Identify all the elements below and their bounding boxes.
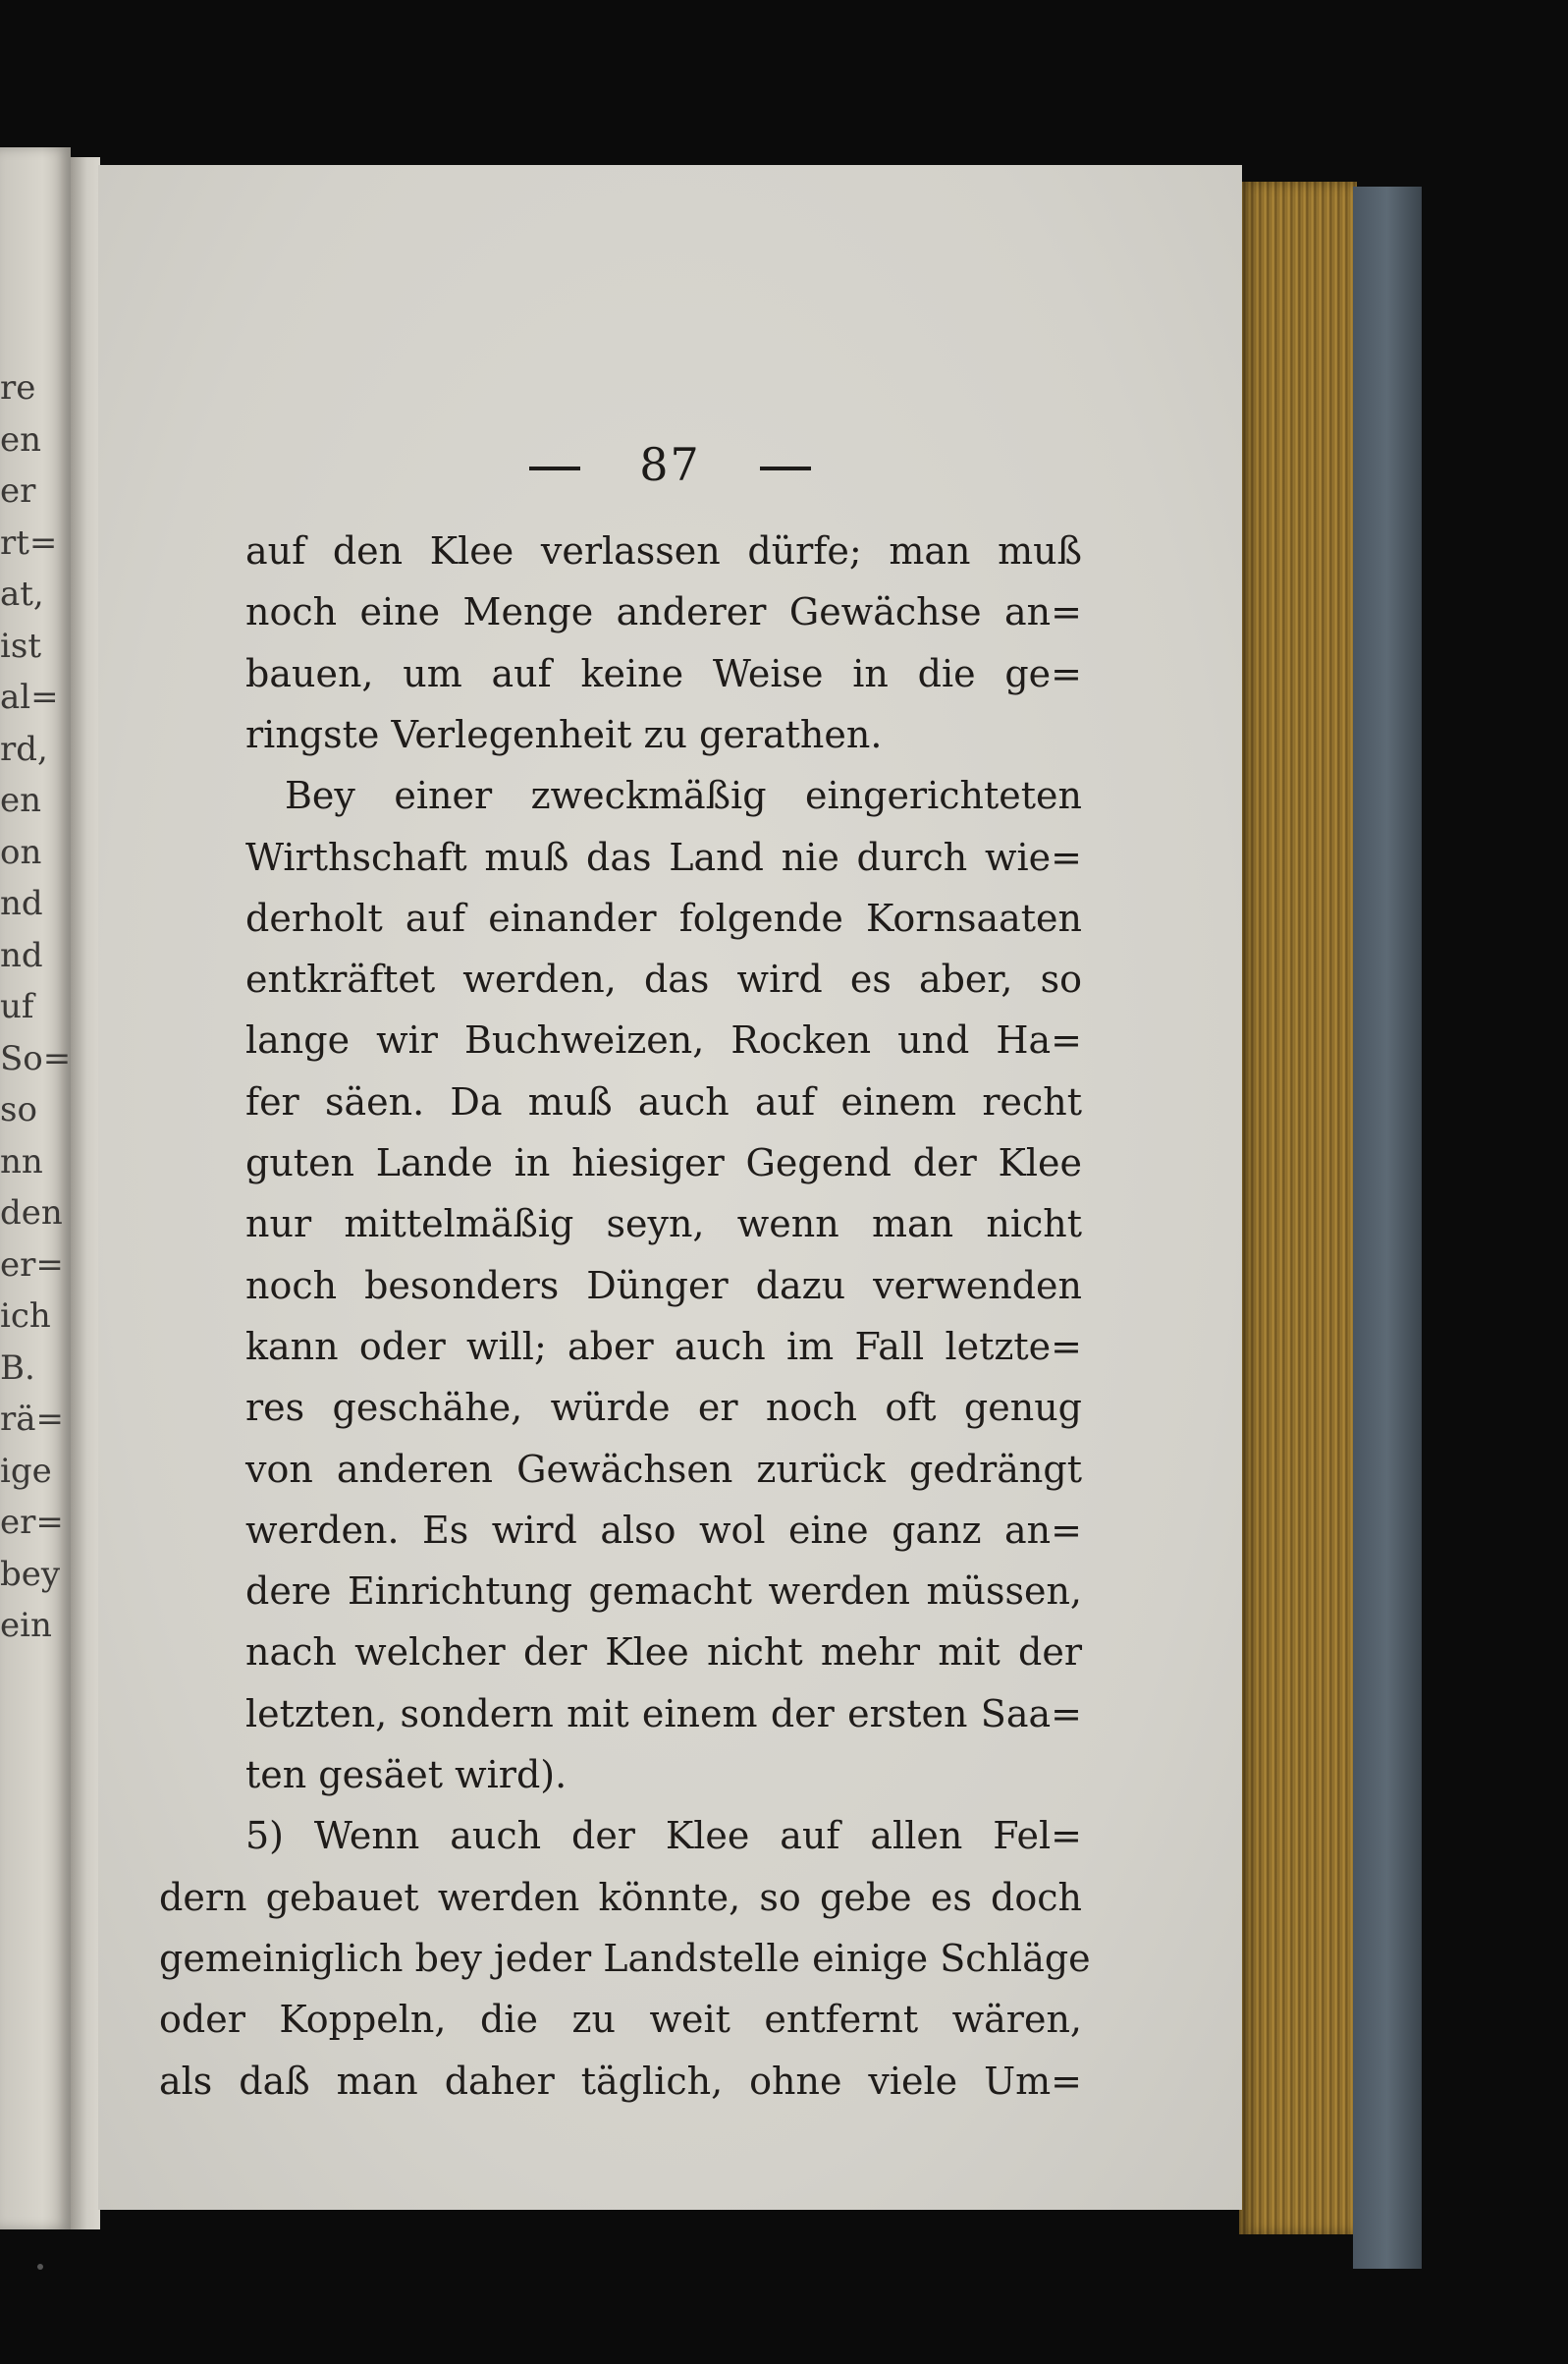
facing-page-fragment: nn bbox=[0, 1141, 43, 1182]
facing-page-fragment: nd bbox=[0, 935, 43, 975]
text-line: 5) Wenn auch der Klee auf allen Fel= bbox=[245, 1814, 1082, 1858]
text-line: nur mittelmäßig seyn, wenn man nicht bbox=[245, 1202, 1082, 1246]
facing-page-fragment: rd, bbox=[0, 729, 48, 769]
text-line: entkräftet werden, das wird es aber, so bbox=[245, 958, 1082, 1002]
facing-page-fragment: ich bbox=[0, 1296, 51, 1336]
page-header bbox=[98, 438, 1242, 491]
text-line: guten Lande in hiesiger Gegend der Klee bbox=[245, 1141, 1082, 1184]
text-line: dern gebauet werden könnte, so gebe es doch bbox=[159, 1875, 1082, 1919]
facing-page-fragment: nd bbox=[0, 884, 43, 923]
text-line: auf den Klee verlassen dürfe; man muß bbox=[245, 529, 1082, 573]
facing-page-fragment: den bbox=[0, 1193, 63, 1233]
text-line: gemeiniglich bey jeder Landstelle einige Schläge bbox=[159, 1936, 1091, 1980]
text-line: derholt auf einander folgende Kornsaaten bbox=[245, 896, 1082, 940]
text-line: res geschähe, würde er noch oft genug bbox=[245, 1386, 1082, 1430]
facing-page-fragment: en bbox=[0, 781, 42, 820]
text-line: letzten, sondern mit einem der ersten Saa= bbox=[245, 1691, 1082, 1735]
facing-page-fragment: ein bbox=[0, 1606, 52, 1645]
text-line: ringste Verlegenheit zu gerathen. bbox=[245, 712, 883, 756]
facing-page-fragment: B. bbox=[0, 1347, 35, 1388]
facing-page-fragment: er bbox=[0, 471, 36, 511]
facing-page-fragment: re bbox=[0, 368, 36, 408]
facing-page-fragment: en bbox=[0, 419, 42, 460]
book-cover-edge bbox=[1353, 187, 1422, 2269]
facing-page-fragment: on bbox=[0, 832, 42, 872]
text-line: ten gesäet wird). bbox=[245, 1753, 568, 1796]
facing-page-fragment: bey bbox=[0, 1554, 61, 1594]
page-number: 87 bbox=[639, 438, 701, 491]
text-line: bauen, um auf keine Weise in die ge= bbox=[245, 651, 1082, 695]
page-block-edge bbox=[1239, 182, 1357, 2234]
text-line: von anderen Gewächsen zurück gedrängt bbox=[245, 1447, 1082, 1491]
text-line: Wirthschaft muß das Land nie durch wie= bbox=[245, 835, 1082, 879]
text-line: nach welcher der Klee nicht mehr mit der bbox=[245, 1630, 1082, 1675]
facing-page-fragment: er= bbox=[0, 1503, 64, 1542]
text-line: fer säen. Da muß auch auf einem recht bbox=[245, 1079, 1082, 1124]
text-line: noch eine Menge anderer Gewächse an= bbox=[245, 590, 1082, 634]
text-line: kann oder will; aber auch im Fall letzte= bbox=[245, 1324, 1082, 1368]
facing-page-fragment: ist bbox=[0, 626, 41, 666]
text-line: noch besonders Dünger dazu verwenden bbox=[245, 1263, 1082, 1307]
dust-speck bbox=[37, 2264, 43, 2270]
text-line: dere Einrichtung gemacht werden müssen, bbox=[245, 1569, 1082, 1614]
text-line: oder Koppeln, die zu weit entfernt wären, bbox=[159, 1998, 1082, 2042]
text-line: werden. Es wird also wol eine ganz an= bbox=[245, 1508, 1082, 1552]
facing-page-fragment: rt= bbox=[0, 522, 58, 563]
text-line: als daß man daher täglich, ohne viele Um= bbox=[159, 2059, 1082, 2103]
facing-page-fragment: er= bbox=[0, 1244, 64, 1285]
book-gutter bbox=[71, 157, 100, 2229]
facing-page-fragment: ige bbox=[0, 1451, 52, 1491]
facing-page-fragment: rä= bbox=[0, 1400, 65, 1439]
facing-page-fragment: at, bbox=[0, 575, 44, 614]
facing-page-fragment: al= bbox=[0, 678, 59, 717]
header-dash-left bbox=[529, 467, 580, 470]
text-line: lange wir Buchweizen, Rocken und Ha= bbox=[245, 1018, 1082, 1063]
book-page bbox=[98, 165, 1242, 2210]
facing-page-fragment: So= bbox=[0, 1038, 72, 1078]
text-line: Bey einer zweckmäßig eingerichteten bbox=[285, 774, 1082, 818]
facing-page-fragment: uf bbox=[0, 987, 34, 1026]
facing-page-edge bbox=[0, 147, 71, 2229]
facing-page-fragment: so bbox=[0, 1090, 37, 1129]
header-dash-right bbox=[760, 467, 811, 470]
